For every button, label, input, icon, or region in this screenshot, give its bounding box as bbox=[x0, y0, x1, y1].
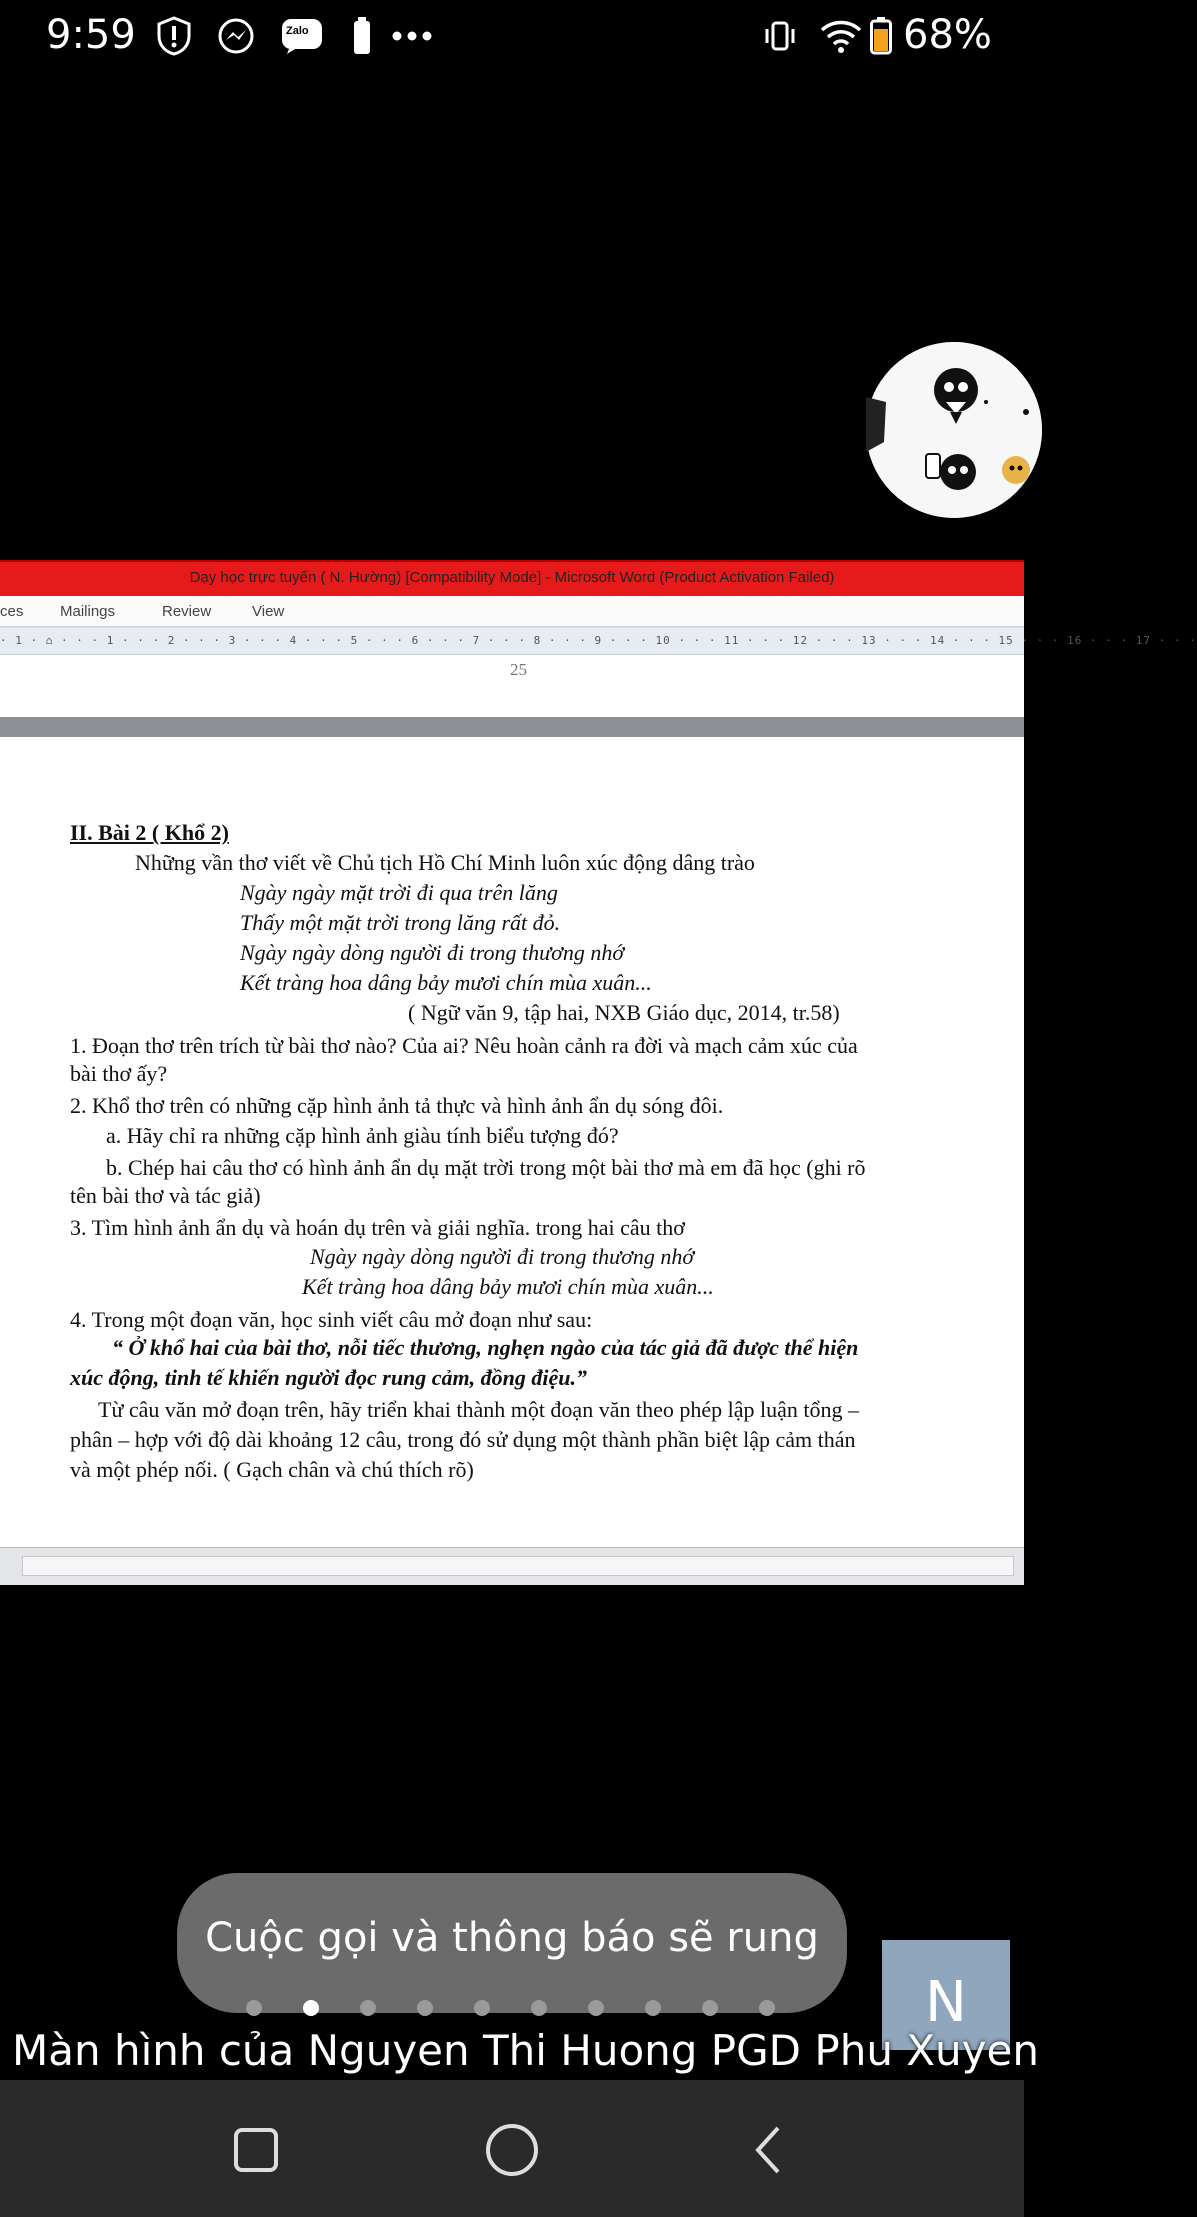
page-dot[interactable] bbox=[417, 2000, 433, 2016]
toast-message: Cuộc gọi và thông báo sẽ rung bbox=[205, 1915, 819, 1961]
recents-icon[interactable] bbox=[226, 2120, 286, 2180]
ribbon-tab-mailings[interactable]: Mailings bbox=[60, 603, 116, 620]
question-2b-line-1: b. Chép hai câu thơ có hình ảnh ẩn dụ mặt trời trong một bài thơ mà em đã học (ghi rõ bbox=[106, 1155, 866, 1180]
wifi-icon bbox=[818, 14, 864, 58]
poem-line-4: Kết tràng hoa dâng bảy mươi chín mùa xuân... bbox=[240, 970, 652, 995]
zalo-icon-label: Zalo bbox=[286, 25, 309, 37]
question-2: 2. Khổ thơ trên có những cặp hình ảnh tả thực và hình ảnh ẩn dụ sóng đôi. bbox=[70, 1093, 724, 1118]
question-4-task-line-2: phân – hợp với độ dài khoảng 12 câu, trong đó sử dụng một thành phần biệt lập cảm thán bbox=[70, 1427, 856, 1452]
home-icon[interactable] bbox=[482, 2120, 542, 2180]
page-dot[interactable] bbox=[702, 2000, 718, 2016]
status-time: 9:59 bbox=[46, 12, 136, 58]
page-dot[interactable] bbox=[645, 2000, 661, 2016]
page-dot[interactable] bbox=[588, 2000, 604, 2016]
word-bottom-bar bbox=[0, 1547, 1024, 1585]
ribbon-tab-view[interactable]: View bbox=[252, 603, 285, 620]
question-2b-line-2: tên bài thơ và tác giả) bbox=[70, 1183, 261, 1208]
status-bar bbox=[0, 0, 1024, 72]
page-dot[interactable] bbox=[474, 2000, 490, 2016]
page-dot[interactable] bbox=[759, 2000, 775, 2016]
question-4-task-line-1: Từ câu văn mở đoạn trên, hãy triển khai thành một đoạn văn theo phép lập luận tổng – bbox=[98, 1397, 859, 1422]
question-4: 4. Trong một đoạn văn, học sinh viết câu mở đoạn như sau: bbox=[70, 1307, 593, 1332]
ribbon-tab-references[interactable]: ces bbox=[0, 603, 24, 620]
screen-share-label: Màn hình của Nguyen Thi Huong PGD Phu Xuyen bbox=[12, 2026, 1039, 2075]
android-nav-bar bbox=[0, 2080, 1024, 2217]
word-title-bar bbox=[0, 560, 1024, 596]
document-page[interactable] bbox=[0, 737, 1024, 1547]
avatar-sticker-icon bbox=[866, 342, 1042, 518]
poem-source: ( Ngữ văn 9, tập hai, NXB Giáo dục, 2014, tr.58) bbox=[408, 1000, 840, 1025]
vibrate-icon bbox=[760, 14, 800, 58]
floating-chat-head[interactable] bbox=[866, 342, 1042, 518]
page-number: 25 bbox=[510, 660, 527, 679]
vibrate-toast bbox=[177, 1873, 847, 2013]
intro-line: Những vần thơ viết về Chủ tịch Hồ Chí Minh luôn xúc động dâng trào bbox=[135, 850, 755, 875]
back-icon[interactable] bbox=[738, 2120, 798, 2180]
shared-screen-word-window bbox=[0, 560, 1197, 1584]
battery-small-icon bbox=[350, 14, 374, 58]
shield-icon bbox=[152, 14, 196, 58]
word-title: Dạy học trực tuyến ( N. Hường) [Compatibility Mode] - Microsoft Word (Product Activation Failed) bbox=[189, 569, 835, 586]
question-4-quote-line-2: xúc động, tinh tế khiến người đọc rung cảm, đồng điệu.” bbox=[70, 1365, 588, 1390]
ribbon-tab-review[interactable]: Review bbox=[162, 603, 212, 620]
battery-icon bbox=[868, 14, 894, 58]
horizontal-scrollbar[interactable] bbox=[22, 1556, 1014, 1576]
messenger-icon bbox=[214, 14, 258, 58]
question-4-quote-line-1: “ Ở khổ hai của bài thơ, nỗi tiếc thương, nghẹn ngào của tác giả đã được thể hiện bbox=[112, 1335, 859, 1360]
question-3-poem-line-1: Ngày ngày dòng người đi trong thương nhớ bbox=[310, 1244, 695, 1269]
page-indicator[interactable] bbox=[240, 2000, 780, 2020]
ruler-ticks: · 1 · ⌂ · · · 1 · · · 2 · · · 3 · · · 4 · · · 5 · · · 6 · · · 7 · · · 8 · · · 9 · · · 10 · · · 11 · · · 12 · · · 13 · · · 14 · · · 15 · · · 16 · · · 17 · · · bbox=[0, 634, 1197, 647]
question-1-line-1: 1. Đoạn thơ trên trích từ bài thơ nào? Của ai? Nêu hoàn cảnh ra đời và mạch cảm xúc của bbox=[70, 1033, 858, 1058]
question-1-line-2: bài thơ ấy? bbox=[70, 1061, 168, 1086]
poem-line-3: Ngày ngày dòng người đi trong thương nhớ bbox=[240, 940, 625, 965]
ribbon-tabs bbox=[0, 596, 1024, 627]
participant-initial: N bbox=[925, 1970, 967, 2035]
question-4-task-line-3: và một phép nối. ( Gạch chân và chú thích rõ) bbox=[70, 1457, 474, 1482]
page-dot[interactable] bbox=[531, 2000, 547, 2016]
question-3: 3. Tìm hình ảnh ẩn dụ và hoán dụ trên và giải nghĩa. trong hai câu thơ bbox=[70, 1215, 685, 1240]
page-dot[interactable] bbox=[246, 2000, 262, 2016]
battery-percent: 68% bbox=[903, 12, 992, 58]
more-dots-icon bbox=[390, 14, 434, 58]
page-separator bbox=[0, 717, 1024, 737]
page-dot-active[interactable] bbox=[303, 2000, 319, 2016]
question-3-poem-line-2: Kết tràng hoa dâng bảy mươi chín mùa xuân... bbox=[302, 1274, 714, 1299]
section-heading: II. Bài 2 ( Khổ 2) bbox=[70, 820, 229, 845]
page-dot[interactable] bbox=[360, 2000, 376, 2016]
question-2a: a. Hãy chỉ ra những cặp hình ảnh giàu tính biểu tượng đó? bbox=[106, 1123, 619, 1148]
poem-line-2: Thấy một mặt trời trong lăng rất đỏ. bbox=[240, 910, 561, 935]
horizontal-ruler[interactable] bbox=[0, 628, 1197, 655]
poem-line-1: Ngày ngày mặt trời đi qua trên lăng bbox=[240, 880, 558, 905]
